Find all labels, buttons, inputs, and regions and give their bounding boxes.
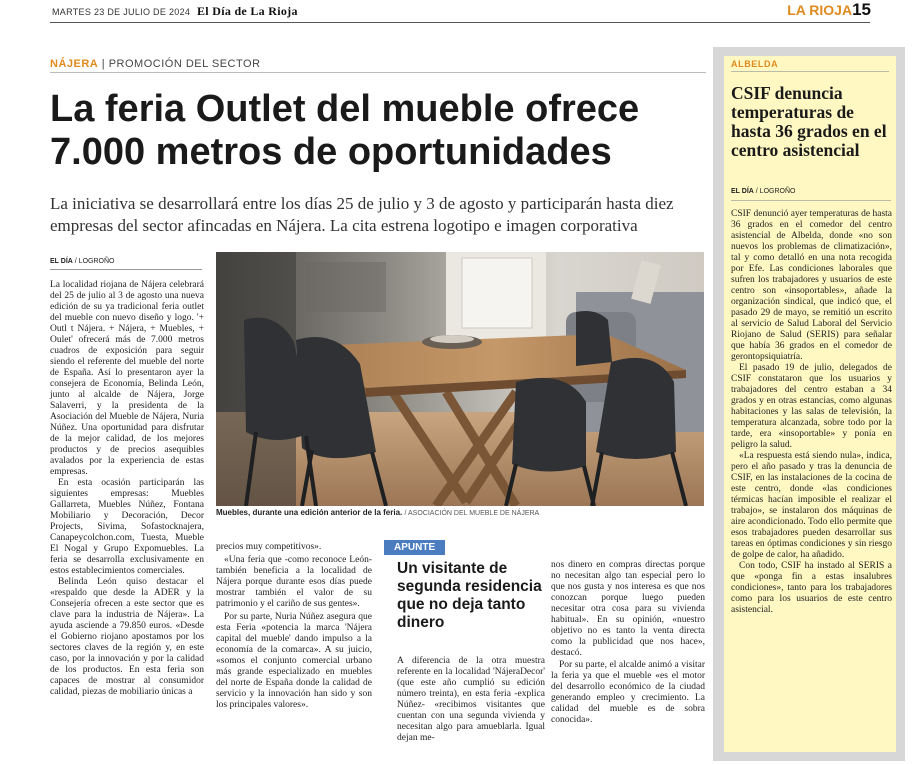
article-deck: La iniciativa se desarrollará entre los días 25 de julio y 3 de agosto y participarán hasta diez empresas del sector afincadas en Nájera. La cita estrena logotipo e imagen corporativa (50, 194, 674, 235)
headline-line-1: La feria Outlet del mueble ofrece (50, 88, 640, 130)
byline-place: LOGROÑO (78, 258, 115, 265)
sidebar-byline: EL DÍA / LOGROÑO (731, 188, 796, 195)
page-header-date (52, 4, 298, 19)
sidebar-byline-place: LOGROÑO (759, 188, 796, 195)
apunte-label-text: APUNTE (394, 542, 436, 553)
article-subsection: PROMOCIÓN DEL SECTOR (108, 58, 261, 70)
sidebar-section: ALBELDA (731, 59, 779, 69)
apunte-paragraph: A diferencia de la otra muestra referente en la localidad 'NájeraDecor' (que este año cumplió su edición número treinta), en esta feria -explica Núñez- «recibimos visitantes que cuentan con una segunda vivienda y necesitan algo para amueblarla. Igual dejan me- (397, 656, 545, 743)
page-header-section (787, 0, 871, 20)
sidebar-divider (731, 71, 889, 72)
sidebar-paragraph: Con todo, CSIF ha instado al SERIS a que «ponga fin a estas insalubres condiciones», tanto para los trabajadores como para los usuarios de este centro asistencial. (731, 561, 892, 615)
article-column-2 (216, 542, 372, 713)
sidebar-byline-divider (731, 200, 891, 201)
apunte-label (384, 540, 445, 555)
article-column-1 (50, 280, 204, 698)
sidebar-body (731, 209, 892, 616)
article-section: NÁJERA (50, 58, 99, 70)
article-headline (50, 88, 730, 174)
sidebar-byline-source: EL DÍA (731, 188, 754, 195)
article-paragraph: Por su parte, Nuria Núñez asegura que esta Feria «potencia la marca 'Nájera capital del mueble' dando impulso a la economía de la comarca». A su juicio, «somos el conjunto comercial urbano más grande especializado en muebles del norte de España donde la calidad de servicio y la innovación han sido y son los principales valores». (216, 612, 372, 710)
article-paragraph: Belinda León quiso destacar el «respaldo que desde la ADER y la Consejería ofrecen a este sector que es clave para la industria de Nájera». La ayuda asciende a 79.850 euros. «Desde el Gobierno riojano apostamos por los sectores claves de la región y, en este caso, por la innovación y por la calidad de los productos. En esta feria son capaces de mostrar al consumidor calidad, piezas de mobiliario únicas a (50, 577, 204, 697)
article-paragraph: En esta ocasión participarán las siguientes empresas: Muebles Gallarreta, Muebles Núñez, Fontana Mobiliario y Decoración, Decor Projects, Sivima, Sofastocknajera, Canapeycolchon.com, Tuesta, Mueble El Nogal y Grupo Expomuebles. La feria se desarrolla exclusivamente en estos establecimientos comerciales. (50, 478, 204, 576)
apunte-column-1 (397, 656, 545, 744)
photo-caption-text: Muebles, durante una edición anterior de la feria. (216, 508, 403, 517)
apunte-paragraph: Por su parte, el alcalde animó a visitar la feria ya que el mueble «es el motor del desarrollo económico de la ciudad generando empleo y crecimiento. La calidad del mueble es de sobra conocida». (551, 660, 705, 725)
header-section: LA RIOJA (787, 2, 853, 18)
header-date: MARTES 23 DE JULIO DE 2024 (52, 7, 191, 17)
sidebar-paragraph: CSIF denunció ayer temperaturas de hasta 36 grados en el comedor del centro asistencial de Albelda, donde «no son nuevos los problemas de climatización», tal y como detalló en una nota recogida por Efe. Las condiciones laborales que sufren los trabajadores y usuarios de este centro son «insoportables», añade la organización sindical, que indicó que, el pasado 29 de mayo, se remitió un escrito al servicio de Salud Laboral del Servicio Riojano de Salud (SERIS) para señalar que había 36 grados en el comedor de gerontopsiquiatría. (731, 209, 892, 362)
header-publication: El Día de La Rioja (197, 4, 298, 18)
article-paragraph: precios muy competitivos». (216, 542, 322, 552)
byline-divider (50, 269, 202, 270)
section-divider (50, 72, 706, 73)
apunte-title: Un visitante de segunda residencia que no deja tanto dinero (397, 560, 542, 631)
header-divider (50, 22, 870, 23)
article-paragraph: «Una feria que -como reconoce León- también beneficia a la localidad de Nájera porque durante esos días puede mostrar también el valor de su patrimonio y el cariño de sus gentes». (216, 555, 372, 609)
article-paragraph: La localidad riojana de Nájera celebrará del 25 de julio al 3 de agosto una nueva edición de su ya tradicional feria outlet del mueble con nuevo diseño y logo. '+ Outl t Nájera. + Nájera, + Muebles, + Oulet' ofrecerá más de 7.000 metros cuadros de exposición para seguir siendo el referente del mueble del norte de España. Así lo presentaron ayer la consejera de Economía, Belinda León, junto al alcalde de Nájera, Jorge Salaverri, y la presidenta de la Asociación del Mueble de Nájera, Nuria Núñez. Una oportunidad para disfrutar de la mejor calidad, de los mejores productos y de precios asequibles avalados por la experiencia de estas empresas. (50, 280, 204, 477)
sidebar-paragraph: «La respuesta está siendo nula», indica, pero el año pasado y tras la denuncia de CSIF, en las instalaciones de la cocina de este centro, donde «las condiciones térmicas hacían imposible el realizar el trabajo», se instalaron dos máquinas de aire acondicionado. Todo ello permite que esos trabajadores pueden desarrollar sus tareas en óptimas condiciones y sin riesgo de golpe de calor, ha añadido. (731, 451, 892, 560)
article-section-line: NÁJERA | PROMOCIÓN DEL SECTOR (50, 58, 261, 70)
furniture-photo (216, 252, 704, 506)
headline-line-2: 7.000 metros de oportunidades (50, 131, 612, 173)
photo-caption (216, 508, 706, 517)
sidebar-headline: CSIF denuncia temperaturas de hasta 36 grados en el centro asistencial (731, 83, 887, 160)
header-page-number: 15 (852, 0, 871, 19)
apunte-column-2 (551, 560, 705, 727)
article-byline: EL DÍA / LOGROÑO (50, 258, 115, 265)
sidebar-paragraph: El pasado 19 de julio, delegados de CSIF constataron que los usuarios y trabajadores del centro estaban a 34 grados y en otras estancias, como algunas habitaciones y las salas de televisión, la temperatura alcanzada, sobre todo por la tarde, era «insoportable» y ponía en peligro la salud. (731, 363, 892, 450)
photo-credit: / ASOCIACIÓN DEL MUEBLE DE NÁJERA (404, 510, 540, 517)
byline-source: EL DÍA (50, 258, 73, 265)
apunte-paragraph: nos dinero en compras directas porque no necesitan algo tan especial pero lo que nos gusta y nos interesa es que nos conozcan porque luego pueden necesitar otra cosa para su vivienda habitual». En su opinión, «nuestro objetivo no es tanto la venta directa como la publicidad que nos hace», destacó. (551, 560, 705, 658)
